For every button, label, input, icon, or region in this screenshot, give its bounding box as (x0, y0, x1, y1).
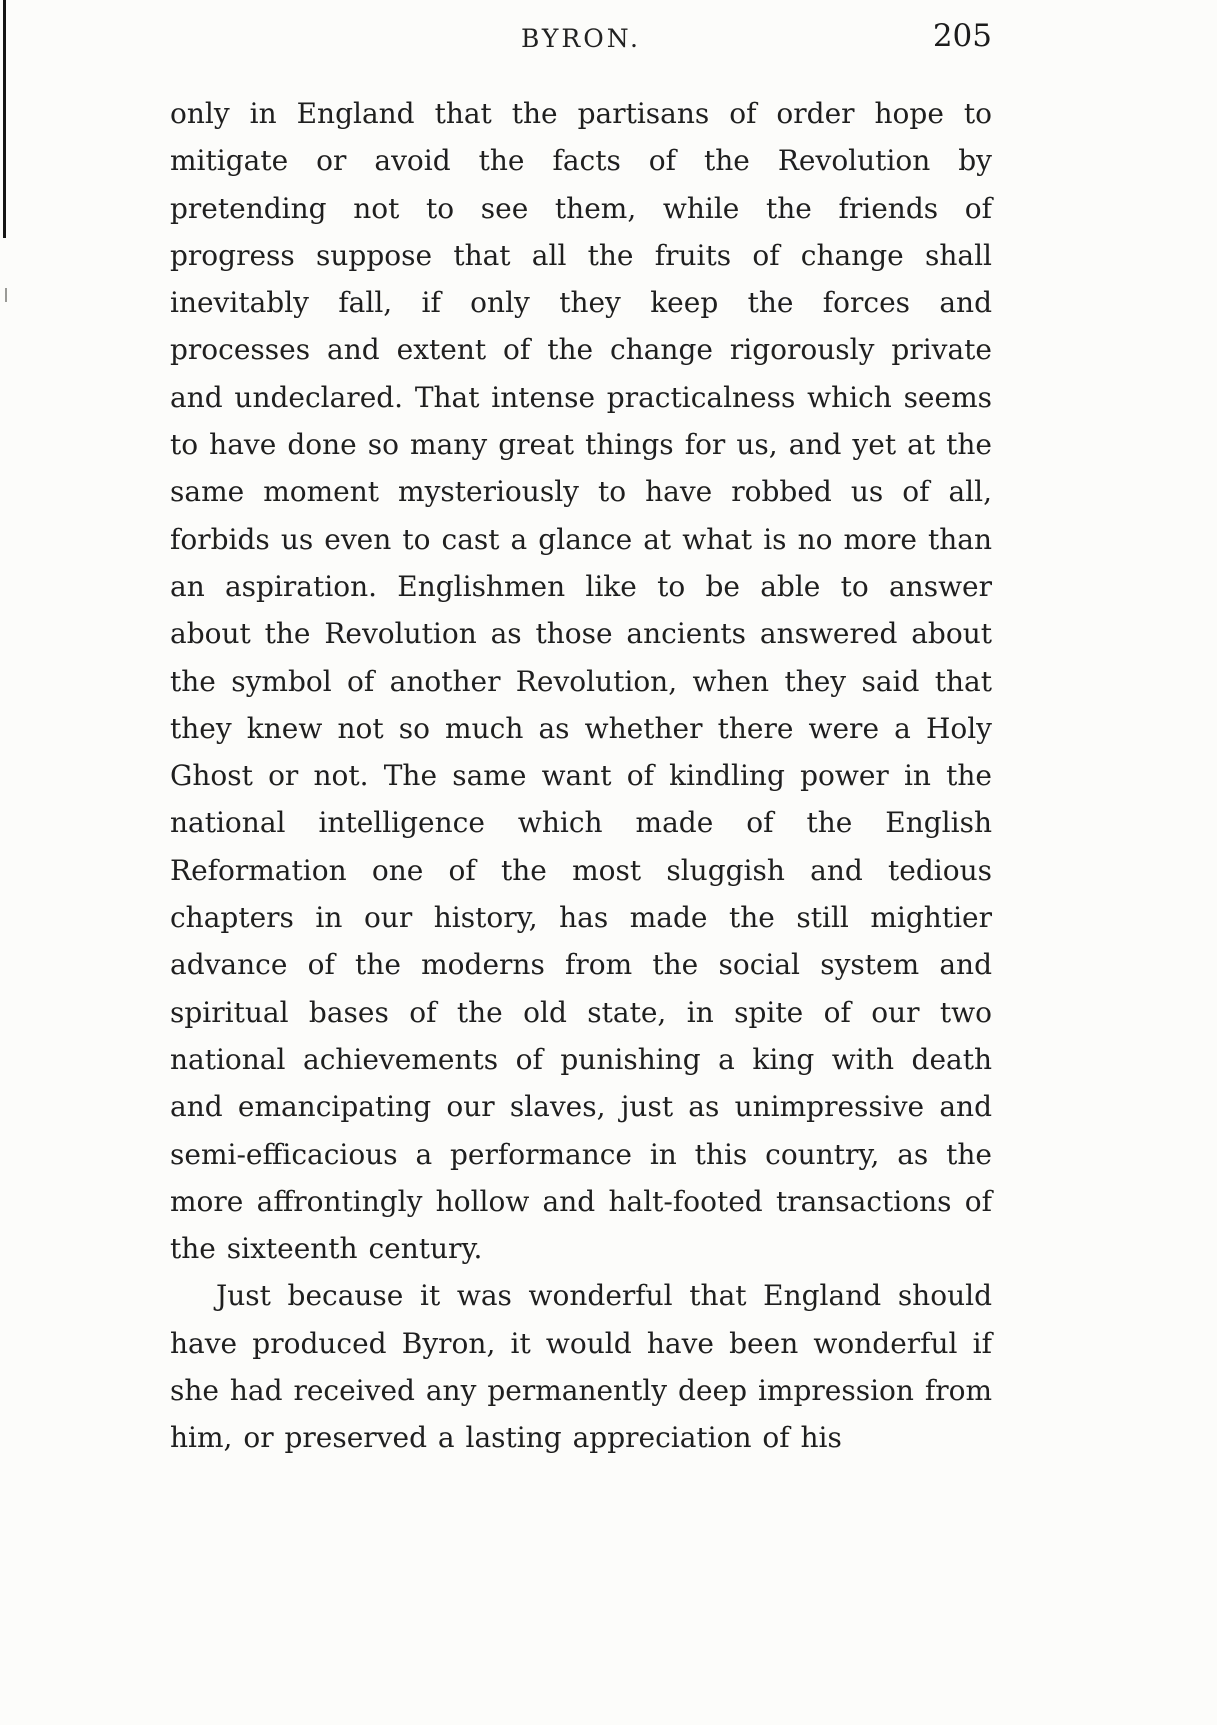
paragraph: Just because it was wonderful that England should have produced Byron, it would have been wonderful if she had received any permanently deep impression from him, or preserved a lasting appreciation of his (170, 1279, 992, 1455)
scan-artifact-tick (5, 288, 7, 302)
scan-artifact-line (3, 0, 6, 238)
page-number: 205 (932, 18, 992, 54)
page-header (170, 18, 992, 70)
page-body (170, 90, 992, 1462)
running-title: BYRON. (521, 24, 641, 53)
paragraph: only in England that the partisans of order hope to mitigate or avoid the facts of the Revolution by pretending not to see them, while the friends of progress suppose that all the fruits of change shall inevitably fall, if only they keep the forces and processes and extent of the change rigorously private and undeclared. That intense practicalness which seems to have done so many great things for us, and yet at the same moment mysteriously to have robbed us of all, forbids us even to cast a glance at what is no more than an aspiration. Englishmen like to be able to answer about the Revolution as those ancients answered about the symbol of another Revolution, when they said that they knew not so much as whether there were a Holy Ghost or not. The same want of kindling power in the national intelligence which made of the English Reformation one of the most sluggish and tedious chapters in our history, has made the still mightier advance of the moderns from the social system and spiritual bases of the old state, in spite of our two national achievements of punishing a king with death and emancipating our slaves, just as unimpressive and semi-efficacious a performance in this country, as the more affrontingly hollow and halt-footed transactions of the sixteenth century. (170, 97, 992, 1266)
